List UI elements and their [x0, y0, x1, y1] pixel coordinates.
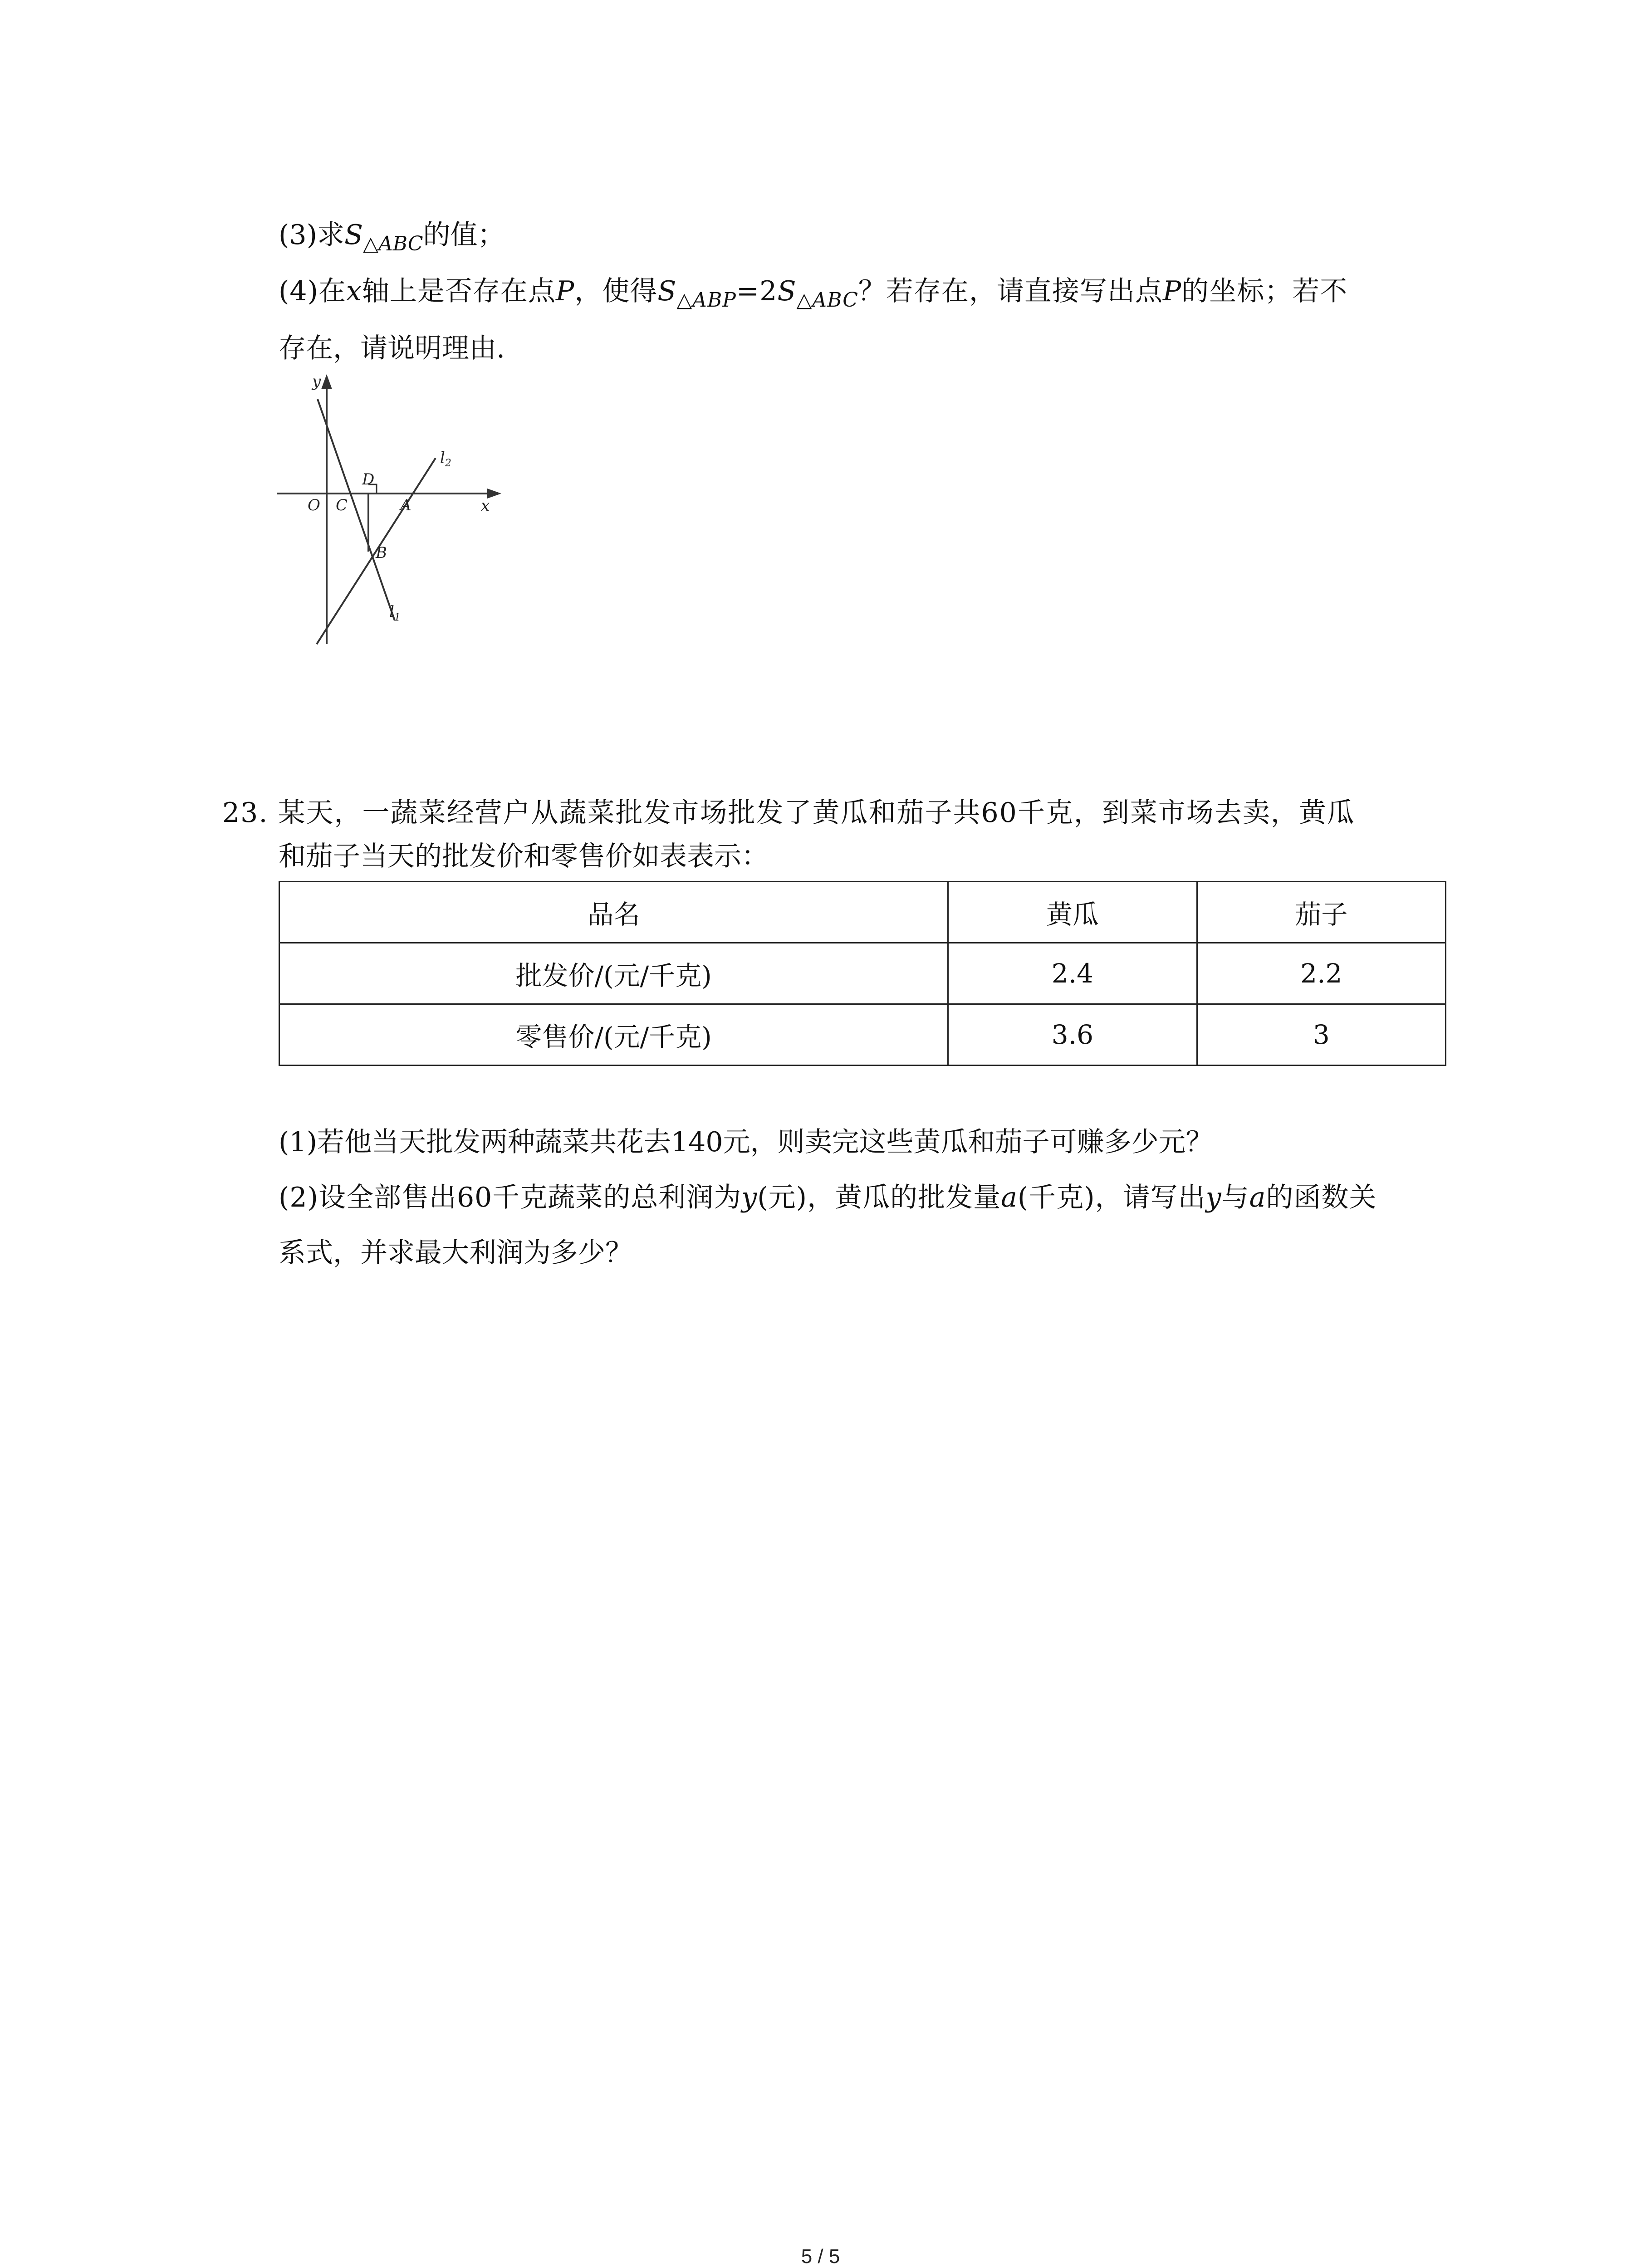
q22-part3-prefix: (3)求	[279, 219, 344, 251]
q22-part4-d: ？若存在，请直接写出点	[858, 275, 1163, 307]
q22-part3-S: S	[344, 219, 363, 251]
label-B: B	[376, 544, 387, 562]
q22-part4-P2: P	[1162, 275, 1182, 307]
table-row	[279, 943, 1446, 1004]
y-axis-arrow	[321, 374, 332, 389]
q22-part3	[279, 217, 505, 253]
q22-part4-eq: =2	[736, 275, 778, 307]
q22-part4-sub2: △ABC	[796, 288, 858, 312]
q22-part3-sub: △ABC	[363, 232, 423, 255]
q22-part4-sub1: △ABP	[676, 288, 736, 312]
label-y: y	[312, 372, 321, 391]
label-O: O	[308, 496, 320, 514]
q23-part2-a2: a	[1249, 1182, 1266, 1213]
q22-part4-a: (4)在	[279, 275, 346, 307]
table-cell: 零售价/(元/千克)	[279, 1004, 948, 1066]
q23-part2-e: 的函数关	[1266, 1182, 1377, 1213]
q23-part2-a-var: a	[1001, 1182, 1018, 1213]
q22-part4-line2: 存在，请说明理由.	[279, 332, 505, 364]
table-header-row	[279, 882, 1446, 943]
page-number: 5 / 5	[801, 2245, 840, 2268]
table-cell: 3.6	[948, 1004, 1197, 1066]
q22-part4-S2: S	[777, 275, 797, 307]
header-cell: 茄子	[1197, 882, 1445, 943]
line-l1	[318, 399, 395, 621]
q23-part2	[279, 1179, 1376, 1216]
q22-part4-x: x	[346, 275, 362, 307]
q22-part4-e: 的坐标；若不	[1181, 275, 1348, 307]
q23-part2-y2: y	[1205, 1182, 1222, 1213]
q23-part2-c: (千克)，请写出	[1017, 1182, 1206, 1213]
label-x: x	[481, 497, 490, 515]
label-A: A	[400, 496, 411, 514]
q22-part4-c: ，使得	[574, 275, 658, 307]
label-C: C	[336, 496, 348, 514]
table-cell: 2.4	[948, 943, 1197, 1004]
q23-part2-a: (2)设全部售出60千克蔬菜的总利润为	[279, 1182, 742, 1213]
q23-intro-line1: 23. 某天，一蔬菜经营户从蔬菜批发市场批发了黄瓜和茄子共60千克，到菜市场去卖，黄瓜	[222, 797, 1355, 829]
q22-part4-b: 轴上是否存在点	[362, 275, 556, 307]
q23-intro-line2: 和茄子当天的批发价和零售价如表表示：	[279, 841, 769, 872]
q23-part1: (1)若他当天批发两种蔬菜共花去140元，则卖完这些黄瓜和茄子可赚多少元？	[279, 1126, 1213, 1158]
label-D: D	[362, 470, 375, 489]
q23-part2-line2: 系式，并求最大利润为多少？	[279, 1237, 632, 1269]
table-cell: 批发价/(元/千克)	[279, 943, 948, 1004]
q22-part4-P: P	[555, 275, 575, 307]
q23-part2-b: (元)，黄瓜的批发量	[757, 1182, 1001, 1213]
price-table	[279, 881, 1446, 1066]
label-l2: $l_2$	[440, 449, 451, 469]
table-cell: 2.2	[1197, 943, 1445, 1004]
q22-part4-S1: S	[657, 275, 677, 307]
header-cell: 品名	[279, 882, 948, 943]
q23-part2-d: 与	[1221, 1182, 1249, 1213]
q22-part3-suffix: 的值；	[423, 219, 505, 251]
q23-part2-y: y	[741, 1182, 758, 1213]
coordinate-figure	[268, 372, 513, 653]
q22-part4	[279, 273, 1348, 312]
label-l1: $l_1$	[389, 603, 401, 623]
table-cell: 3	[1197, 1004, 1445, 1066]
table-row	[279, 1004, 1446, 1066]
header-cell: 黄瓜	[948, 882, 1197, 943]
